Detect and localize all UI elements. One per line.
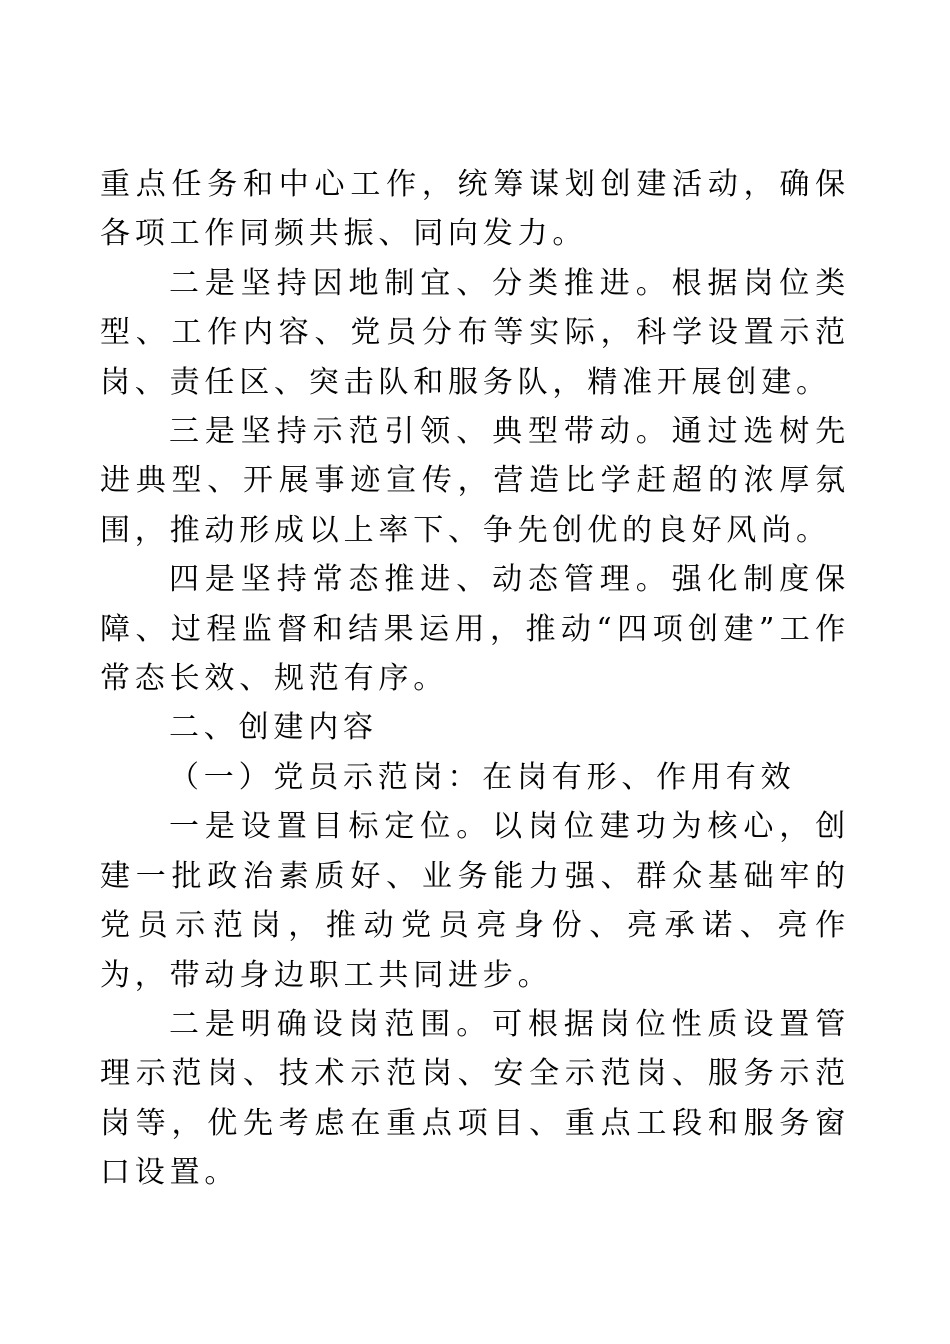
document-body: [100, 160, 850, 1198]
paragraph-continuation: 重点任务和中心工作，统筹谋划创建活动，确保各项工作同频共振、同向发力。: [100, 167, 850, 252]
paragraph-principle-two: 二是坚持因地制宜、分类推进。根据岗位类型、工作内容、党员分布等实际，科学设置示范岗、责任区、突击队和服务队，精准开展创建。: [100, 265, 850, 400]
paragraph-principle-four: 四是坚持常态推进、动态管理。强化制度保障、过程监督和结果运用，推动“四项创建”工作常态长效、规范有序。: [100, 562, 850, 697]
section-heading-content: 二、创建内容: [169, 710, 378, 746]
subsection-heading-model-post: （一）党员示范岗：在岗有形、作用有效: [169, 759, 796, 795]
paragraph-post-scope: 二是明确设岗范围。可根据岗位性质设置管理示范岗、技术示范岗、安全示范岗、服务示范岗等，优先考虑在重点项目、重点工段和服务窗口设置。: [100, 1006, 850, 1191]
paragraph-principle-three: 三是坚持示范引领、典型带动。通过选树先进典型、开展事迹宣传，营造比学赶超的浓厚氛围，推动形成以上率下、争先创优的良好风尚。: [100, 414, 850, 548]
paragraph-target-positioning: 一是设置目标定位。以岗位建功为核心，创建一批政治素质好、业务能力强、群众基础牢的党员示范岗，推动党员亮身份、亮承诺、亮作为，带动身边职工共同进步。: [100, 809, 850, 993]
